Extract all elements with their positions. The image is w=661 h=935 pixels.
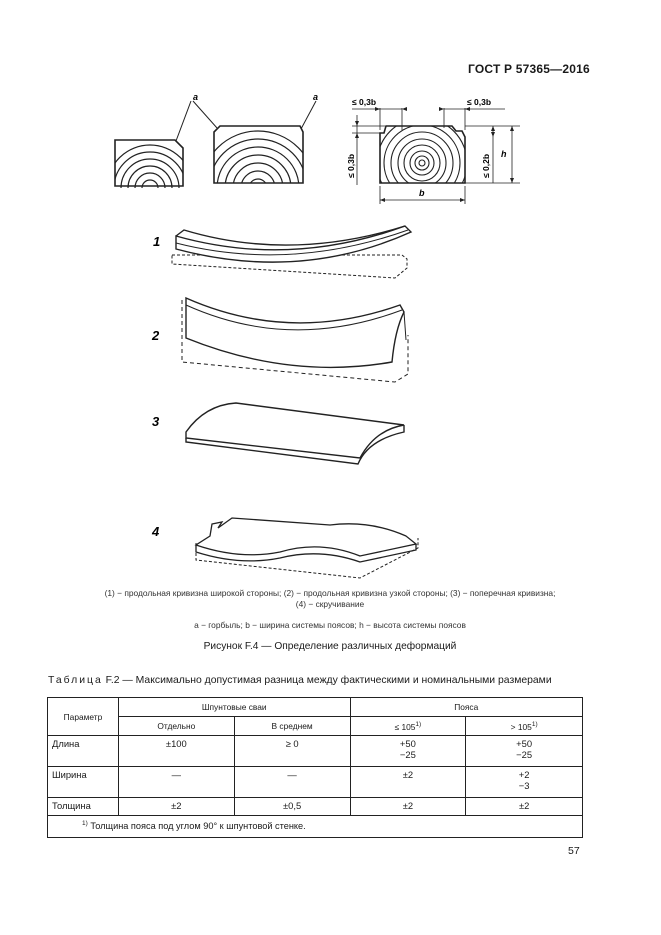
dim-b: b: [419, 188, 425, 198]
cell: ±2: [118, 798, 234, 816]
header-le-105: ≤ $105^{1)}$: [350, 717, 466, 736]
dimension-lines: [352, 108, 520, 204]
dim-03b-left: ≤ 0,3b: [352, 97, 377, 107]
dim-h: h: [501, 149, 507, 159]
dim-02b-vertical: ≤ 0,2b: [481, 153, 491, 178]
cell: —: [234, 767, 350, 798]
figure-legend-line-2: (4) − скручивание: [295, 599, 365, 609]
table-row: [48, 767, 583, 798]
figure-caption: Рисунок F.4 — Определение различных деформаций: [203, 641, 457, 652]
dim-03b-right: ≤ 0,3b: [467, 97, 492, 107]
cell: ±2: [350, 767, 466, 798]
header-sheet-piles: Шпунтовые сваи: [118, 698, 350, 717]
table-title-text: F.2 — Максимально допустимая разница между фактическими и номинальными размерами: [105, 675, 552, 686]
header-separately: Отдельно: [118, 717, 234, 736]
label-a-1: a: [193, 92, 199, 102]
page-number: 57: [568, 845, 580, 857]
cell: +2 −3: [466, 767, 583, 798]
label-2: 2: [152, 328, 160, 343]
header-average: В среднем: [234, 717, 350, 736]
leader-a-2: [193, 101, 217, 128]
deformation-4-drawing: [196, 518, 418, 578]
cell: ±2: [466, 798, 583, 816]
cell: ±100: [118, 736, 234, 767]
deviation-table: [47, 697, 583, 838]
table-title: [48, 675, 552, 686]
table-row: [48, 798, 583, 816]
table-row: [48, 736, 583, 767]
label-a-2: a: [313, 92, 319, 102]
dim-03b-vertical: ≤ 0,3b: [346, 153, 356, 178]
cell: ±2: [350, 798, 466, 816]
table-title-label: Таблица: [48, 675, 103, 686]
log-section-1: [107, 140, 193, 231]
header-gt-105: > $105^{1)}$: [466, 717, 583, 736]
figure-legend-line-3: a − горбыль; b − ширина системы поясов; h − высота системы поясов: [194, 620, 466, 630]
table-footnote-row: [48, 816, 583, 838]
label-4: 4: [152, 524, 160, 539]
cell: ≥ 0: [234, 736, 350, 767]
log-section-2: [201, 126, 315, 245]
label-3: 3: [152, 414, 160, 429]
cell: +50 −25: [466, 736, 583, 767]
table-footnote: $^{1)}$ Толщина пояса под углом 90° к шпунтовой стенке.: [48, 816, 583, 838]
figure-legend-line-1: (1) − продольная кривизна широкой стороны; (2) − продольная кривизна узкой стороны; (3) − поперечная кривизна;: [104, 588, 556, 598]
row-name: Ширина: [48, 767, 119, 798]
leader-a-3: [301, 101, 316, 129]
row-name: Толщина: [48, 798, 119, 816]
cell: +50 −25: [350, 736, 466, 767]
deformation-3-drawing: [186, 403, 404, 464]
deformation-1-drawing: [172, 226, 411, 278]
document-code: ГОСТ Р 57365—2016: [468, 62, 590, 76]
deformation-2-drawing: [182, 298, 408, 382]
cell: ±0,5: [234, 798, 350, 816]
label-1: 1: [153, 234, 161, 249]
cell: —: [118, 767, 234, 798]
header-param: Параметр: [48, 698, 119, 736]
leader-a-1: [176, 101, 191, 141]
header-belts: Пояса: [350, 698, 583, 717]
row-name: Длина: [48, 736, 119, 767]
